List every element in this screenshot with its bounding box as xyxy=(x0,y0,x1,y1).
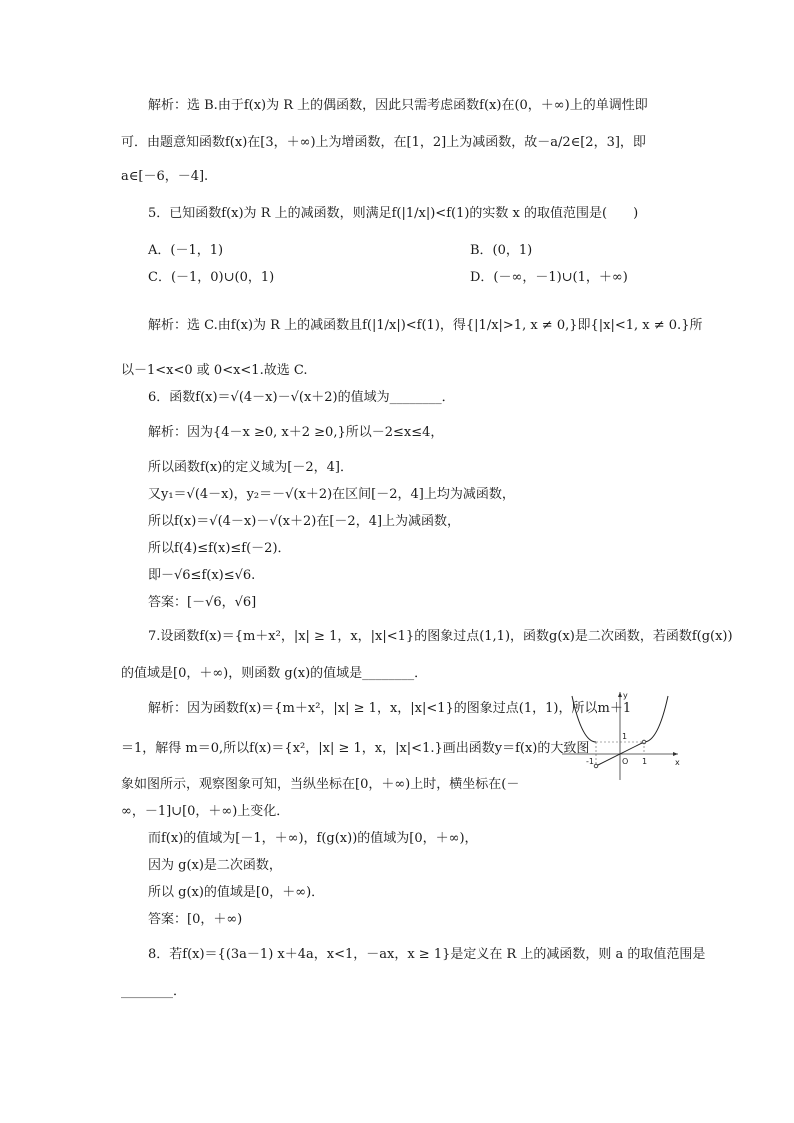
function-graph-svg xyxy=(560,688,682,782)
tick-label-neg-one: -1 xyxy=(586,757,594,766)
q4-solution-line2: 可．由题意知函数f(x)在[3，＋∞)上为增函数，在[1，2]上为减函数，故－a/2∈[2，3]，即 xyxy=(121,135,646,150)
q5-stem: 5．已知函数f(x)为 R 上的减函数，则满足f(|1/x|)<f(1)的实数 x 的取值范围是( ) xyxy=(148,206,639,221)
q5-solution-line1: 解析：选 C.由f(x)为 R 上的减函数且f(|1/x|)<f(1)，得{|1/x|>1, x ≠ 0,}即{|x|<1, x ≠ 0.}所 xyxy=(148,318,703,333)
q7-answer: 答案：[0，＋∞) xyxy=(148,912,243,927)
q7-solution-line7: 所以 g(x)的值域是[0，＋∞)． xyxy=(148,885,325,900)
q7-solution-line4: ∞，－1]∪[0，＋∞)上变化． xyxy=(121,804,290,819)
origin-label: O xyxy=(622,757,629,766)
q5-option-d: D．(－∞，－1)∪(1，＋∞) xyxy=(470,270,628,285)
q6-stem: 6．函数f(x)＝√(4－x)－√(x＋2)的值域为________． xyxy=(148,390,455,405)
q8-stem-line2: ________． xyxy=(121,984,187,999)
q6-solution-line1: 解析：因为{4－x ≥0, x＋2 ≥0,}所以－2≤x≤4， xyxy=(148,425,444,440)
q7-stem-line1: 7.设函数f(x)＝{m＋x²，|x| ≥ 1，x，|x|<1}的图象过点(1,1)，函数g(x)是二次函数，若函数f(g(x)) xyxy=(148,629,733,644)
x-axis-arrow xyxy=(673,752,678,756)
left-parabola-branch xyxy=(572,696,596,742)
q7-solution-line5: 而f(x)的值域为[－1，＋∞)，f(g(x))的值域为[0，＋∞)， xyxy=(148,831,478,846)
tick-label-one-y: 1 xyxy=(622,732,628,741)
q6-solution-line4: 所以f(x)＝√(4－x)－√(x＋2)在[－2，4]上为减函数， xyxy=(148,514,461,529)
q6-solution-line3: 又y₁＝√(4－x)，y₂＝－√(x＋2)在区间[－2，4]上均为减函数， xyxy=(148,487,515,502)
q7-solution-line2: ＝1，解得 m＝0,所以f(x)＝{x²，|x| ≥ 1，x，|x|<1.}画出函数y＝f(x)的大致图 xyxy=(121,741,590,756)
q5-option-b: B．(0，1) xyxy=(470,243,533,258)
function-graph xyxy=(560,688,682,782)
q5-solution-line2: 以－1<x<0 或 0<x<1.故选 C. xyxy=(121,363,308,378)
q7-solution-line1: 解析：因为函数f(x)＝{m＋x²，|x| ≥ 1，x，|x|<1}的图象过点(1，1)，所以m＋1 xyxy=(148,701,632,716)
q7-solution-line6: 因为 g(x)是二次函数， xyxy=(148,858,282,873)
tick-label-one-x: 1 xyxy=(642,757,648,766)
q6-answer: 答案：[－√6，√6] xyxy=(148,595,257,610)
q4-solution-line3: a∈[－6，－4]. xyxy=(121,169,209,184)
q5-option-c: C．(－1，0)∪(0，1) xyxy=(148,270,275,285)
y-axis-arrow xyxy=(618,692,622,697)
q7-stem-line2: 的值域是[0，＋∞)，则函数 g(x)的值域是________． xyxy=(121,666,428,681)
y-axis-label: y xyxy=(623,691,628,700)
q8-stem-line1: 8．若f(x)＝{(3a－1) x＋4a，x<1，－ax，x ≥ 1}是定义在 R 上的减函数，则 a 的取值范围是 xyxy=(148,947,706,962)
right-parabola-branch xyxy=(644,696,668,742)
q6-solution-line5: 所以f(4)≤f(x)≤f(－2)． xyxy=(148,541,291,556)
q6-solution-line2: 所以函数f(x)的定义域为[－2，4]． xyxy=(148,460,353,475)
q4-solution-line1: 解析：选 B.由于f(x)为 R 上的偶函数，因此只需考虑函数f(x)在(0，＋∞)上的单调性即 xyxy=(148,98,648,113)
q5-option-a: A．(－1，1) xyxy=(148,243,224,258)
q6-solution-line6: 即－√6≤f(x)≤√6. xyxy=(148,568,256,583)
x-axis-label: x xyxy=(675,758,680,767)
q7-solution-line3: 象如图所示，观察图象可知，当纵坐标在[0，＋∞)上时，横坐标在(－ xyxy=(121,777,520,792)
